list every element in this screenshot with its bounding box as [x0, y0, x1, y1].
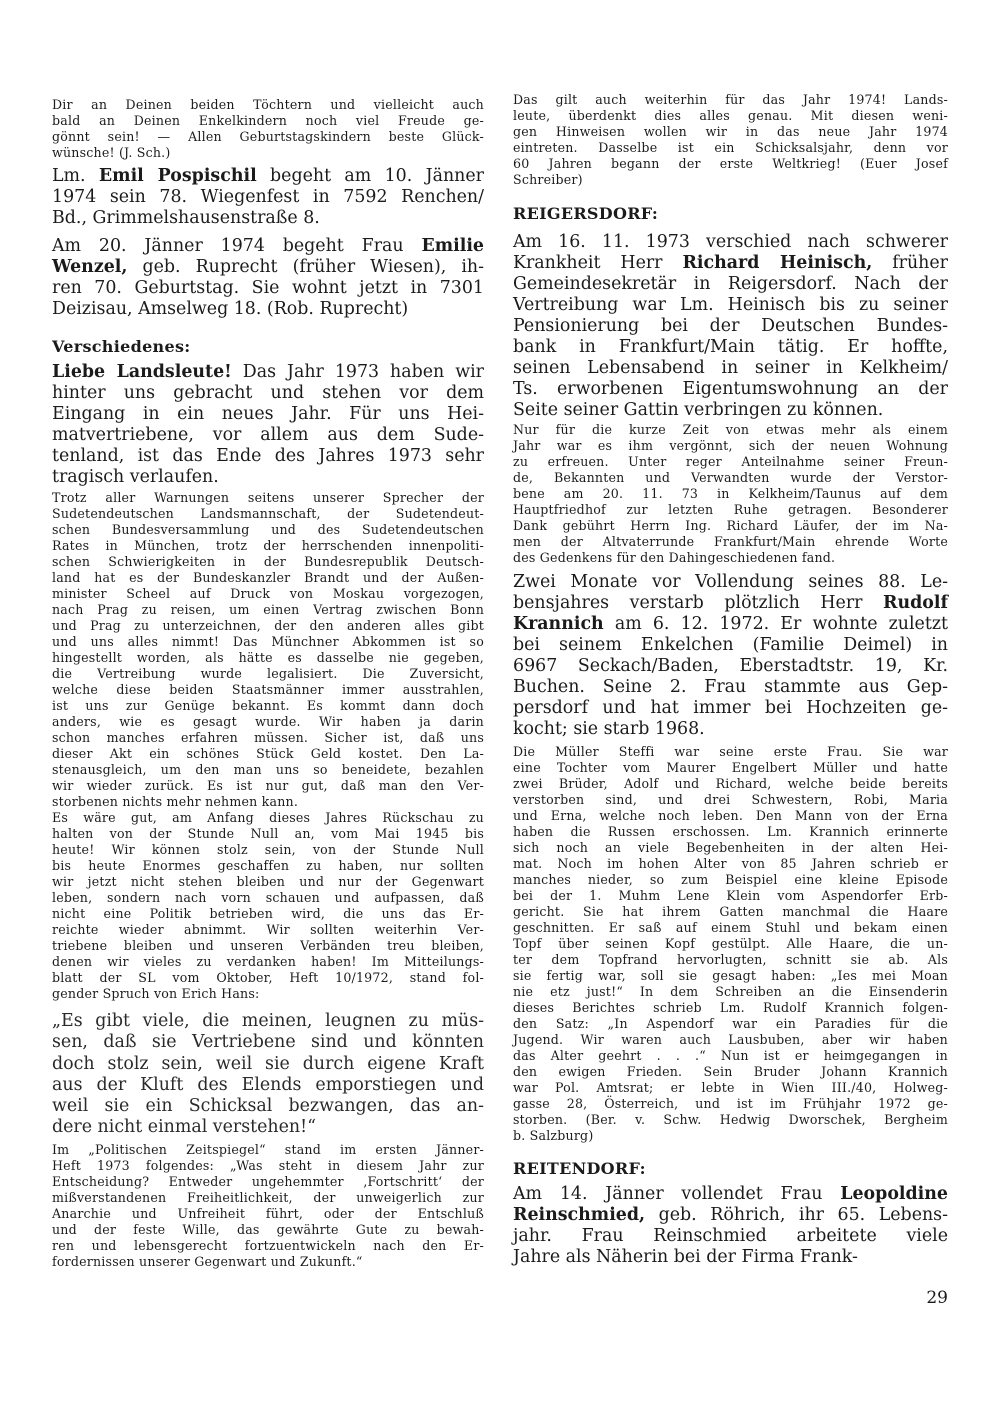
text-line: zu erfreuen. Unter reger Anteilnahme seiner Freun-	[513, 454, 948, 469]
text-line: 60 Jahren begann der erste Weltkrieg! (Euer Josef	[513, 156, 948, 171]
text-line: storbenen nichts mehr nehmen kann.	[52, 794, 299, 809]
text-line: und Prag zu unterzeichnen, der den anderen alles gibt	[52, 618, 484, 633]
section-heading-reitendorf: REITENDORF:	[513, 1159, 646, 1178]
text-line: Krankheit Herr Richard Heinisch, früher	[513, 253, 948, 273]
krannich-obituary-paragraph	[513, 572, 948, 740]
text-line: Am 20. Jänner 1974 begeht Frau Emilie	[52, 236, 484, 256]
text-line: Ts. erworbenen Eigentumswohnung an der	[513, 379, 948, 399]
text-line: b. Salzburg)	[513, 1128, 594, 1143]
text-line: den Satz: „In Aspendorf war ein Paradies für die	[513, 1016, 948, 1031]
text-line: verstorben sind, und drei Schwestern, Robi, Maria	[513, 792, 948, 807]
text-line: weil sie ein Schicksal bezwangen, das an-	[52, 1096, 484, 1117]
retrospective-paragraph	[52, 810, 484, 1002]
text-line: wir wieder zurück. Es ist nur gut, daß man den Ver-	[52, 778, 484, 793]
text-line: war Pol. Amtsrat; er lebte in Wien III./40, Holweg-	[513, 1080, 948, 1095]
continuation-paragraph	[513, 92, 948, 188]
text-line: welche diese beiden Staatsmänner immer ausstrahlen,	[52, 682, 484, 697]
text-line: Eingang in ein neues Jahr. Für uns Hei-	[52, 404, 484, 424]
text-line: doch stolz sein, weil sie durch eigene Kraft	[52, 1053, 484, 1074]
warnings-paragraph	[52, 490, 484, 810]
text-line: „Es gibt viele, die meinen, leugnen zu müs-	[52, 1011, 484, 1031]
text-line: hingestellt worden, als hätte es dasselbe nie gegeben,	[52, 650, 484, 665]
text-line: Wenzel, geb. Ruprecht (früher Wiesen), ih-	[52, 257, 484, 277]
bold-name: Leopoldine	[840, 1184, 948, 1204]
text-line: gönnt sein! — Allen Geburtstagskindern beste Glück-	[52, 129, 484, 144]
pospischil-birthday-paragraph	[52, 166, 484, 229]
text-line: Deizisau, Amselweg 18. (Rob. Ruprecht)	[52, 299, 409, 319]
text-line: men der Altvaterrunde Frankfurt/Main ehrende Worte	[513, 534, 948, 549]
text-line: Heft 1973 folgendes: „Was steht in diesem Jahr zur	[52, 1158, 484, 1173]
text-line: geschnitten. Er saß auf einem Stuhl und bekam einen	[513, 920, 948, 935]
text-line: heute! Wir können stolz sein, von der Stunde Null	[52, 842, 484, 857]
text-line: bald an Deinen Enkelkindern noch viel Freude ge-	[52, 113, 484, 128]
zeitspiegel-paragraph	[52, 1142, 484, 1270]
text-line: nach Prag zu reisen, um einen Vertrag zwischen Bonn	[52, 602, 484, 617]
text-line: 1974 sein 78. Wiegenfest in 7592 Renchen/	[52, 187, 484, 207]
text-line: triebene bleiben und unseren Verbänden treu bleiben,	[52, 938, 484, 953]
text-line: jahr. Frau Reinschmied arbeitete viele	[513, 1226, 948, 1246]
text-line: Seite seiner Gattin verbringen zu können.	[513, 400, 884, 420]
text-line: 6967 Seckach/Baden, Eberstadtstr. 19, Kr.	[513, 656, 948, 676]
text-line: bank in Frankfurt/Main tätig. Er hoffte,	[513, 337, 948, 357]
text-line: Krannich am 6. 12. 1972. Er wohnte zuletzt	[513, 614, 948, 634]
text-line: Am 14. Jänner vollendet Frau Leopoldine	[513, 1184, 948, 1204]
text-line: halten von der Stunde Null an, vom Mai 1945 bis	[52, 826, 484, 841]
text-line: Pensionierung bei der Deutschen Bundes-	[513, 316, 948, 336]
text-line: Jahr war es ihm vergönnt, sich der neuen Wohnung	[513, 438, 948, 453]
text-line: mißverstandenen Freiheitlichkeit, der unweigerlich zur	[52, 1190, 484, 1205]
text-line: Dank gebührt Herrn Ing. Richard Läufer, der im Na-	[513, 518, 948, 533]
bold-name: Wenzel,	[52, 257, 128, 277]
text-line: tragisch verlaufen.	[52, 467, 219, 487]
text-line: Vertreibung war Lm. Heinisch bis zu seiner	[513, 295, 948, 315]
text-line: haben die Russen erschossen. Lm. Krannich erinnerte	[513, 824, 948, 839]
text-line: Trotz aller Warnungen seitens unserer Sprecher der	[52, 490, 484, 505]
text-line: hinter uns gebracht und stehen vor dem	[52, 383, 484, 403]
section-heading-reigersdorf: REIGERSDORF:	[513, 204, 659, 223]
text-line: Bd., Grimmelshausenstraße 8.	[52, 208, 320, 228]
text-line: aus der Kluft des Elends emporstiegen und	[52, 1074, 484, 1095]
text-line: und der feste Wille, das gewährte Gute zu bewah-	[52, 1222, 484, 1237]
text-line: leben, sondern nach vorn schauen und aufpassen, daß	[52, 890, 484, 905]
text-line: Nur für die kurze Zeit von etwas mehr als einem	[513, 422, 948, 437]
text-line: Zwei Monate vor Vollendung seines 88. Le-	[513, 572, 948, 592]
text-line: eine Tochter vom Maurer Engelbert Müller und hatte	[513, 760, 948, 775]
text-line: wir jetzt nicht stehen bleiben und nur der Gegenwart	[52, 874, 484, 889]
text-line: Schreiber)	[513, 172, 583, 187]
text-line: ren und lebensgerecht fortzuentwickeln nach den Er-	[52, 1238, 484, 1253]
krannich-family-paragraph	[513, 744, 948, 1144]
text-line: und Erna, welche noch leben. Den Mann von der Erna	[513, 808, 948, 823]
text-line: Sudetendeutschen Landsmannschaft, der Sudetendeut-	[52, 506, 484, 521]
text-line: seinen Lebensabend in seiner in Kelkheim/	[513, 358, 948, 378]
text-line: fordernissen unserer Gegenwart und Zukunft.“	[52, 1254, 363, 1269]
bold-name: Emil Pospischil	[98, 166, 257, 186]
wenzel-birthday-paragraph	[52, 236, 484, 320]
heinisch-funeral-paragraph	[513, 422, 948, 566]
text-line: nie etz just!“ In dem Schreiben an die Einsenderin	[513, 984, 948, 999]
text-line: den ewigen Frieden. Sein Bruder Johann Krannich	[513, 1064, 948, 1079]
text-line: schen Schwierigkeiten in der Bundesrepublik Deutsch-	[52, 554, 484, 569]
text-line: stenausgleich, um den man uns so beneidete, bezahlen	[52, 762, 484, 777]
text-line: Dir an Deinen beiden Töchtern und vielleicht auch	[52, 97, 484, 112]
text-line: die Vertreibung wurde legalisiert. Die Zuversicht,	[52, 666, 484, 681]
text-line: persdorf und hat immer bei Hochzeiten ge-	[513, 698, 948, 718]
text-line: bei der 1. Muhm Lene Klein vom Aspendorfer Erb-	[513, 888, 948, 903]
text-line: gender Spruch von Erich Hans:	[52, 986, 260, 1001]
text-line: manches nieder, so zum Beispiel eine kleine Episode	[513, 872, 948, 887]
text-line: nicht eine Politik betrieben wird, die uns das Er-	[52, 906, 484, 921]
bold-name: Reinschmied,	[513, 1205, 646, 1225]
text-line: reichte wieder abnimmt. Wir sollten weiterhin Ver-	[52, 922, 484, 937]
text-line: Jugend. Wir waren auch Lausbuben, aber wir haben	[513, 1032, 948, 1047]
text-line: bis heute Enormes geschaffen zu haben, nur sollten	[52, 858, 484, 873]
landsleute-paragraph	[52, 362, 484, 488]
text-line: mat. Noch im hohen Alter von 85 Jahren schrieb er	[513, 856, 948, 871]
text-line: sen, daß sie Vertriebene sind und könnten	[52, 1032, 484, 1053]
text-line: Es wäre gut, am Anfang dieses Jahres Rückschau zu	[52, 810, 484, 825]
text-line: storben. (Ber. v. Schw. Hedwig Dworschek, Bergheim	[513, 1112, 948, 1127]
text-line: de, Bekannten und Verwandten wurde der Verstor-	[513, 470, 948, 485]
text-line: Am 16. 11. 1973 verschied nach schwerer	[513, 232, 948, 252]
text-line: bei seinem Enkelchen (Familie Deimel) in	[513, 635, 948, 655]
text-line: denen wir vieles zu verdanken haben! Im Mitteilungs-	[52, 954, 484, 969]
text-line: Hauptfriedhof zur letzten Ruhe getragen. Besonderer	[513, 502, 948, 517]
page-number: 29	[926, 1288, 948, 1308]
text-line: Entscheidung? Entweder ungehemmter ‚Fortschritt‘ der	[52, 1174, 484, 1189]
bold-name: Richard Heinisch,	[682, 253, 873, 273]
heinisch-obituary-paragraph	[513, 232, 948, 421]
text-line: sie fertig war, soll sie gesagt haben: „Ies mei Moan	[513, 968, 948, 983]
text-line: minister Scheel auf Druck von Moskau vorgezogen,	[52, 586, 484, 601]
text-line: zwei Brüder, Adolf und Richard, welche beide bereits	[513, 776, 948, 791]
text-line: anders, wie es gesagt wurde. Wir haben ja darin	[52, 714, 484, 729]
text-line: des Gedenkens für den Dahingeschiedenen fand.	[513, 550, 836, 565]
erich-hans-quote	[52, 1011, 484, 1139]
text-line: bensjahres verstarb plötzlich Herr Rudolf	[513, 593, 948, 613]
text-line: leute, überdenkt dies alles genau. Mit diesen weni-	[513, 108, 948, 123]
text-line: sich noch an viele Begebenheiten in der alten Hei-	[513, 840, 948, 855]
text-line: gasse 28, Österreich, und ist im Frühjahr 1972 ge-	[513, 1096, 948, 1111]
text-line: Im „Politischen Zeitspiegel“ stand im ersten Jänner-	[52, 1142, 484, 1157]
text-line: gen Hinweisen wollen wir in das neue Jahr 1974	[513, 124, 948, 139]
text-line: Anarchie und Unfreiheit führt, oder der Entschluß	[52, 1206, 484, 1221]
bold-name: Liebe Landsleute!	[52, 362, 232, 382]
text-line: Lm. Emil Pospischil begeht am 10. Jänner	[52, 166, 484, 186]
text-line: dieser Akt ein schönes Stück Geld kostet. Den La-	[52, 746, 484, 761]
text-line: ist uns zur Genüge bekannt. Es kommt dann doch	[52, 698, 484, 713]
text-line: kocht; sie starb 1968.	[513, 719, 705, 739]
text-line: Liebe Landsleute! Das Jahr 1973 haben wir	[52, 362, 484, 382]
text-line: land hat es der Bundeskanzler Brandt und der Außen-	[52, 570, 484, 585]
text-line: gericht. Sie hat ihrem Gatten manchmal die Haare	[513, 904, 948, 919]
text-line: ter dem Topfrand hervorlugten, schnitt sie ab. Als	[513, 952, 948, 967]
text-line: schon manches erfahren müssen. Sicher ist, daß uns	[52, 730, 484, 745]
reinschmied-birthday-paragraph	[513, 1184, 948, 1268]
birthday-wishes-paragraph	[52, 97, 484, 161]
text-line: blatt der SL vom Oktober, Heft 10/1972, stand fol-	[52, 970, 484, 985]
bold-name: Krannich	[513, 614, 604, 634]
text-line: Die Müller Steffi war seine erste Frau. Sie war	[513, 744, 948, 759]
text-line: bene am 20. 11. 73 in Kelkheim/Taunus auf dem	[513, 486, 948, 501]
text-line: Rates in München, trotz der herrschenden innenpoliti-	[52, 538, 484, 553]
text-line: Gemeindesekretär in Reigersdorf. Nach der	[513, 274, 948, 294]
section-heading-verschiedenes: Verschiedenes:	[52, 337, 191, 356]
text-line: ren 70. Geburtstag. Sie wohnt jetzt in 7301	[52, 278, 484, 298]
bold-name: Rudolf	[883, 593, 948, 613]
text-line: tenland, ist das Ende des Jahres 1973 sehr	[52, 446, 484, 466]
text-line: eintreten. Dasselbe ist ein Schicksalsjahr, denn vor	[513, 140, 948, 155]
text-line: Das gilt auch weiterhin für das Jahr 1974! Lands-	[513, 92, 948, 107]
text-line: Topf über seinen Kopf gestülpt. Alle Haare, die un-	[513, 936, 948, 951]
text-line: und uns alles nimmt! Das Münchner Abkommen ist so	[52, 634, 484, 649]
bold-name: Emilie	[421, 236, 484, 256]
text-line: Jahre als Näherin bei der Firma Frank-	[513, 1247, 858, 1267]
text-line: dieses Berichtes schrieb Lm. Rudolf Krannich folgen-	[513, 1000, 948, 1015]
text-line: Buchen. Seine 2. Frau stammte aus Gep-	[513, 677, 948, 697]
text-line: schen Bundesversammlung und des Sudetendeutschen	[52, 522, 484, 537]
text-line: das Alter geehrt . . .“ Nun ist er heimgegangen in	[513, 1048, 948, 1063]
text-line: wünsche! (J. Sch.)	[52, 145, 171, 160]
text-line: dere nicht einmal verstehen!“	[52, 1117, 316, 1138]
text-line: matvertriebene, vor allem aus dem Sude-	[52, 425, 484, 445]
text-line: Reinschmied, geb. Röhrich, ihr 65. Lebens-	[513, 1205, 948, 1225]
